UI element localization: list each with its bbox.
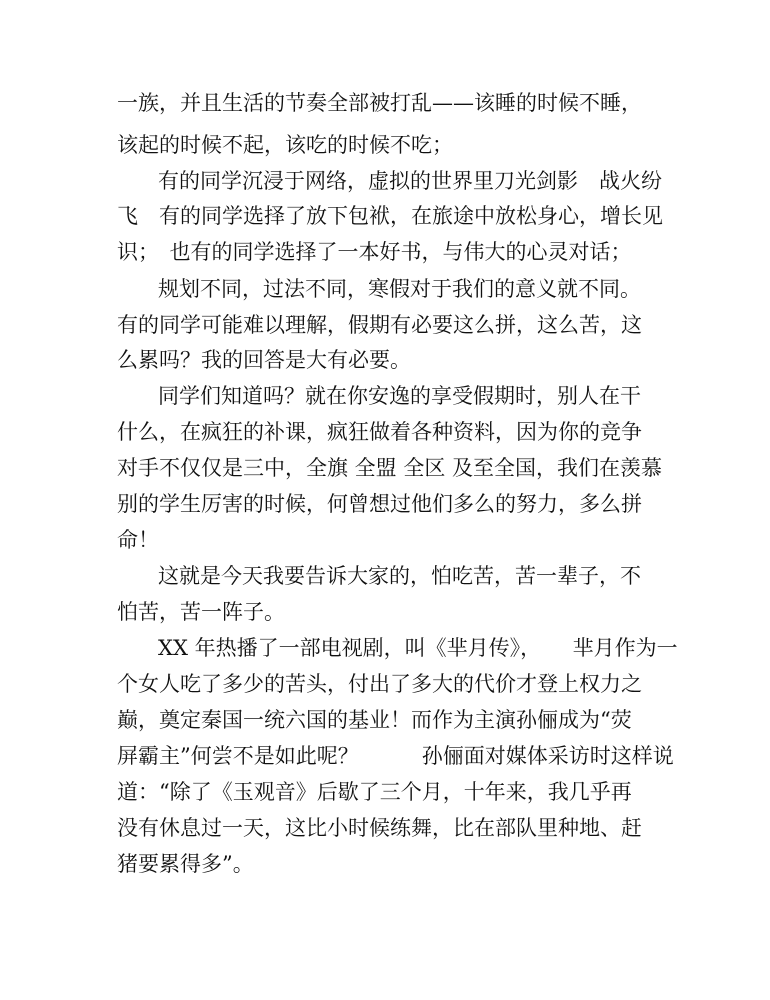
text-line: 个女人吃了多少的苦头，付出了多大的代价才登上权力之 bbox=[117, 672, 642, 696]
text-line: 有的同学沉浸于网络，虚拟的世界里刀光剑影 战火纷 bbox=[158, 169, 662, 193]
text-line: 怕苦，苦一阵子。 bbox=[117, 600, 285, 624]
text-line: 什么，在疯狂的补课，疯狂做着各种资料，因为你的竞争 bbox=[117, 420, 642, 444]
text-line: 道：“除了《玉观音》后歇了三个月，十年来，我几乎再 bbox=[117, 780, 632, 804]
text-line: 识； 也有的同学选择了一本好书，与伟大的心灵对话； bbox=[117, 240, 632, 264]
text-line: 对手不仅仅是三中，全旗 全盟 全区 及至全国，我们在羡慕 bbox=[117, 456, 663, 480]
text-line: 飞 有的同学选择了放下包袱，在旅途中放松身心，增长见 bbox=[117, 204, 663, 228]
text-line: 巅，奠定秦国一统六国的基业！而作为主演孙俪成为“荧 bbox=[117, 708, 632, 732]
text-line: 猪要累得多”。 bbox=[117, 852, 254, 876]
text-line: 同学们知道吗？就在你安逸的享受假期时，别人在干 bbox=[158, 384, 641, 408]
text-line: 该起的时候不起，该吃的时候不吃； bbox=[117, 133, 453, 157]
text-line: 有的同学可能难以理解，假期有必要这么拼，这么苦，这 bbox=[117, 313, 642, 337]
text-line: 这就是今天我要告诉大家的，怕吃苦，苦一辈子，不 bbox=[158, 564, 641, 588]
text-line: 屏霸主”何尝不是如此呢？ 孙俪面对媒体采访时这样说 bbox=[117, 744, 674, 768]
text-line: 别的学生厉害的时候，何曾想过他们多么的努力，多么拼 bbox=[117, 492, 642, 516]
text-line: 规划不同，过法不同，寒假对于我们的意义就不同。 bbox=[158, 277, 641, 301]
text-line: 么累吗？我的回答是大有必要。 bbox=[117, 348, 411, 372]
text-line: 一族，并且生活的节奏全部被打乱——该睡的时候不睡， bbox=[117, 91, 642, 115]
text-line: 没有休息过一天，这比小时候练舞，比在部队里种地、赶 bbox=[117, 816, 642, 840]
text-line: 命！ bbox=[117, 528, 159, 552]
text-line: XX 年热播了一部电视剧，叫《芈月传》， 芈月作为一 bbox=[158, 636, 678, 660]
